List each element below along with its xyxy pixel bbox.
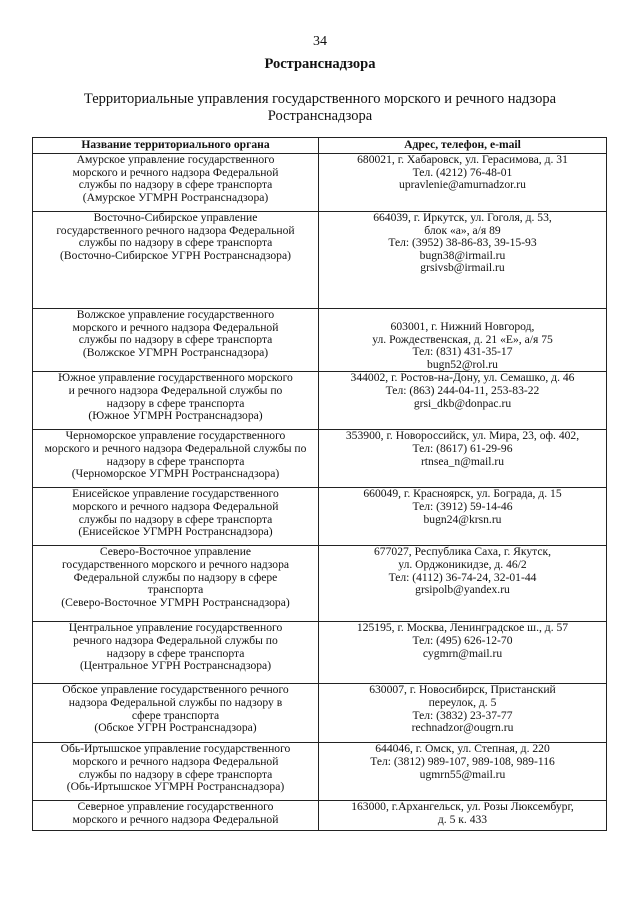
office-name-cell <box>33 212 319 309</box>
office-name-line: государственного морского и речного надзора <box>61 557 290 571</box>
office-name-line: Северное управление государственного <box>77 800 274 814</box>
office-contact-line: rtnsea_n@mail.ru <box>420 454 505 468</box>
office-contact-line: Тел: (3812) 989-107, 989-108, 989-116 <box>370 754 555 768</box>
office-name-line: Енисейское управление государственного <box>72 487 279 501</box>
office-name-line: службы по надзору в сфере транспорта <box>78 512 273 526</box>
office-name-line: службы по надзору в сфере транспорта <box>78 333 273 347</box>
page-number: 34 <box>313 34 327 49</box>
office-name-line: (Черноморское УГМРН Ространснадзора) <box>71 467 280 481</box>
office-name-cell <box>33 488 319 546</box>
office-contact-line: 630007, г. Новосибирск, Пристанский <box>369 683 556 697</box>
office-contact-line: grsivsb@irmail.ru <box>420 261 505 275</box>
office-contact-line: блок «а», а/я 89 <box>424 223 501 237</box>
office-contact-line: bugn52@rol.ru <box>427 357 498 371</box>
office-name-cell <box>33 684 319 743</box>
office-contact-line: 660049, г. Красноярск, ул. Бограда, д. 15 <box>363 487 562 501</box>
office-contact-line: 125195, г. Москва, Ленинградское ш., д. 57 <box>356 621 569 635</box>
office-name-cell <box>33 743 319 801</box>
office-contact-line: Тел: (495) 626-12-70 <box>412 633 513 647</box>
table-caption: Территориальные управления государственного морского и речного надзора Ространснадзора <box>83 91 557 124</box>
office-name-line: (Волжское УГМРН Ространснадзора) <box>82 345 269 359</box>
office-contact-line: переулок, д. 5 <box>428 695 497 709</box>
office-contact-line: grsi_dkb@donpac.ru <box>413 396 512 410</box>
table-row <box>33 743 607 801</box>
office-name-cell <box>33 372 319 430</box>
office-name-line: морского и речного надзора Федеральной <box>72 499 279 513</box>
column-header-name: Название территориального органа <box>33 138 319 154</box>
table-body <box>33 154 607 831</box>
office-name-line: морского и речного надзора Федеральной <box>72 754 279 768</box>
office-contact-line: ugmrn55@mail.ru <box>419 767 506 781</box>
office-name-line: Черноморское управление государственного <box>65 429 286 443</box>
office-name-line: сфере транспорта <box>131 708 220 722</box>
document-title: Ространснадзора <box>264 56 376 72</box>
office-name-line: (Южное УГМРН Ространснадзора) <box>88 409 263 423</box>
table-row <box>33 154 607 212</box>
office-contact-cell <box>319 801 607 831</box>
table-row <box>33 372 607 430</box>
office-name-line: (Северо-Восточное УГМРН Ространснадзора) <box>61 595 290 609</box>
office-contact-line: Тел: (831) 431-35-17 <box>412 345 513 359</box>
office-contact-line: rechnadzor@ougrn.ru <box>411 721 514 735</box>
territorial-offices-table <box>32 137 607 831</box>
office-name-line: (Обское УГРН Ространснадзора) <box>94 721 257 735</box>
office-contact-line: 664039, г. Иркутск, ул. Гоголя, д. 53, <box>373 211 552 224</box>
office-name-line: (Центральное УГРН Ространснадзора) <box>79 659 272 673</box>
office-contact-line: ул. Рождественская, д. 21 «Е», а/я 75 <box>372 332 553 346</box>
office-contact-cell <box>319 743 607 801</box>
office-contact-line: cygmrn@mail.ru <box>422 646 503 660</box>
office-name-line: Северо-Восточное управление <box>99 545 252 559</box>
office-contact-line: Тел: (863) 244-04-11, 253-83-22 <box>385 383 540 397</box>
office-name-line: надзору в сфере транспорта <box>106 396 245 410</box>
office-contact-line: Тел: (3912) 59-14-46 <box>412 499 513 513</box>
office-contact-line: Тел. (4212) 76-48-01 <box>412 165 513 179</box>
column-header-contacts: Адрес, телефон, e-mail <box>319 138 607 154</box>
office-name-line: надзора Федеральной службы по надзору в <box>68 695 283 709</box>
office-name-line: (Амурское УГМРН Ространснадзора) <box>82 190 269 204</box>
office-name-line: морского и речного надзора Федеральной <box>72 812 279 826</box>
office-name-line: Волжское управление государственного <box>76 308 275 321</box>
office-contact-cell <box>319 684 607 743</box>
office-contact-line: д. 5 к. 433 <box>437 812 488 826</box>
table-row <box>33 488 607 546</box>
office-name-line: транспорта <box>147 583 204 597</box>
office-name-line: морского и речного надзора Федеральной <box>72 320 279 334</box>
office-name-cell <box>33 622 319 684</box>
table-row <box>33 622 607 684</box>
office-contact-line: 353900, г. Новороссийск, ул. Мира, 23, оф. 402, <box>345 429 580 443</box>
office-contact-cell <box>319 622 607 684</box>
office-name-line: морского и речного надзора Федеральной службы по <box>44 441 307 455</box>
office-name-line: службы по надзору в сфере транспорта <box>78 236 273 250</box>
office-contact-line: bugn38@irmail.ru <box>419 248 506 262</box>
office-name-line: морского и речного надзора Федеральной <box>72 165 279 179</box>
office-contact-line: upravlenie@amurnadzor.ru <box>399 178 526 192</box>
office-name-cell <box>33 309 319 372</box>
table-row <box>33 212 607 309</box>
office-name-line: государственного речного надзора Федеральной <box>56 223 295 237</box>
office-name-line: и речного надзора Федеральной службы по <box>68 383 283 397</box>
office-name-line: Южное управление государственного морского <box>58 371 293 385</box>
office-name-cell <box>33 430 319 488</box>
office-contact-line: Тел: (8617) 61-29-96 <box>412 441 513 455</box>
table-header-row <box>33 138 607 154</box>
office-contact-cell <box>319 372 607 430</box>
table-row <box>33 801 607 831</box>
office-contact-line: grsipolb@yandex.ru <box>415 583 510 597</box>
table-row <box>33 430 607 488</box>
office-name-line: Федеральной службы по надзору в сфере <box>73 570 278 584</box>
office-contact-cell <box>319 212 607 309</box>
office-contact-line: Тел: (3832) 23-37-77 <box>412 708 513 722</box>
office-contact-line: ул. Орджоникидзе, д. 46/2 <box>398 557 527 571</box>
office-name-cell <box>33 154 319 212</box>
office-name-line: Восточно-Сибирское управление <box>93 211 258 224</box>
office-name-line: Обское управление государственного речного <box>62 683 289 697</box>
office-name-line: Центральное управление государственного <box>68 621 283 635</box>
office-contact-line: 644046, г. Омск, ул. Степная, д. 220 <box>375 742 550 756</box>
office-contact-cell <box>319 488 607 546</box>
office-name-line: службы по надзору в сфере транспорта <box>78 178 273 192</box>
office-name-line: Амурское управление государственного <box>76 153 275 166</box>
office-contact-line: 677027, Республика Саха, г. Якутск, <box>374 545 551 559</box>
office-contact-line: Тел: (3952) 38-86-83, 39-15-93 <box>388 236 537 250</box>
office-contact-cell <box>319 309 607 372</box>
office-name-cell <box>33 546 319 622</box>
office-contact-line: 163000, г.Архангельск, ул. Розы Люксембург, <box>351 800 574 814</box>
office-name-line: речного надзора Федеральной службы по <box>73 633 278 647</box>
office-contact-cell <box>319 154 607 212</box>
table-row <box>33 309 607 372</box>
office-name-line: надзору в сфере транспорта <box>106 454 245 468</box>
office-name-line: Обь-Иртышское управление государственного <box>60 742 291 756</box>
office-contact-line: 603001, г. Нижний Новгород, <box>390 320 535 333</box>
office-name-cell <box>33 801 319 831</box>
office-contact-line: 344002, г. Ростов-на-Дону, ул. Семашко, д. 46 <box>350 371 575 385</box>
office-contact-cell <box>319 546 607 622</box>
office-name-line: надзору в сфере транспорта <box>106 646 245 660</box>
table-row <box>33 546 607 622</box>
office-contact-line: bugn24@krsn.ru <box>423 512 502 526</box>
office-contact-cell <box>319 430 607 488</box>
office-name-line: (Обь-Иртышское УГМРН Ространснадзора) <box>66 780 285 794</box>
office-name-line: (Восточно-Сибирское УГРН Ространснадзора) <box>60 248 291 262</box>
office-name-line: (Енисейское УГМРН Ространснадзора) <box>78 525 273 539</box>
office-name-line: службы по надзору в сфере транспорта <box>78 767 273 781</box>
office-contact-line: Тел: (4112) 36-74-24, 32-01-44 <box>388 570 537 584</box>
table-row <box>33 684 607 743</box>
office-contact-line: 680021, г. Хабаровск, ул. Герасимова, д. 31 <box>357 153 568 166</box>
